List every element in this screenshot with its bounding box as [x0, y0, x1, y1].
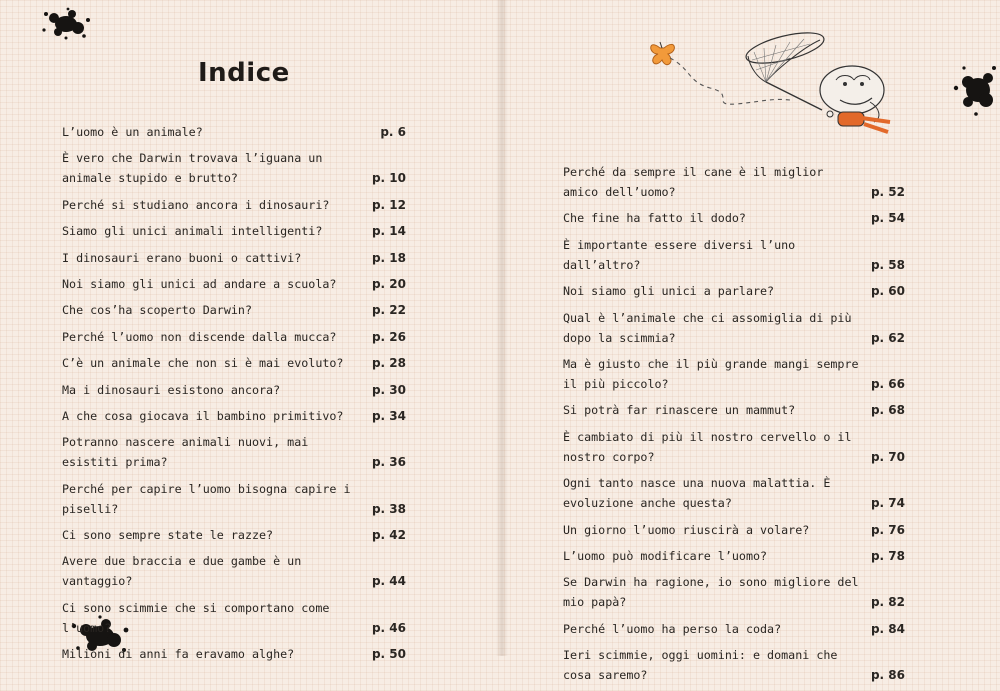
toc-entry-page: p. 34 — [371, 408, 406, 423]
toc-entry-title: Siamo gli unici animali intelligenti? — [62, 224, 323, 239]
toc-entry-page: p. 10 — [371, 171, 406, 186]
toc-entry-title: Potranno nascere animali nuovi, mai esistiti prima? — [62, 435, 309, 470]
toc-entry-title: L’uomo è un animale? — [62, 125, 203, 139]
toc-entry — [563, 162, 905, 202]
toc-entry-page: p. 6 — [380, 125, 406, 139]
toc-entry — [62, 353, 406, 373]
toc-entry — [563, 473, 905, 513]
toc-entry — [62, 644, 406, 664]
toc-entry — [62, 327, 406, 347]
toc-entry-title: I dinosauri erano buoni o cattivi? — [62, 250, 302, 265]
ink-splat-icon — [950, 62, 1000, 118]
toc-entry-title: Perché l’uomo ha perso la coda? — [563, 621, 782, 636]
book-gutter — [496, 0, 508, 656]
toc-entry-title: Ci sono sempre state le razze? — [62, 528, 274, 543]
toc-entry — [62, 406, 406, 426]
toc-entry — [563, 208, 905, 228]
toc-entry-page: p. 42 — [371, 528, 406, 543]
toc-entry-title: Milioni di anni fa eravamo alghe? — [62, 647, 295, 662]
toc-entry — [563, 645, 905, 685]
toc-entry-page: p. 52 — [870, 185, 905, 199]
toc-entry-title: A che cosa giocava il bambino primitivo? — [62, 408, 344, 423]
toc-entry-title: Che fine ha fatto il dodo? — [563, 211, 746, 226]
page-title: Indice — [198, 58, 290, 88]
toc-entry-page: p. 74 — [870, 496, 905, 511]
toc-entry-page: p. 30 — [371, 382, 406, 397]
toc-entry-page: p. 46 — [371, 620, 406, 635]
toc-entry — [563, 572, 905, 612]
toc-entry-page: p. 50 — [371, 647, 406, 662]
toc-entry-page: p. 70 — [870, 449, 905, 464]
toc-entry-title: Ci sono scimmie che si comportano come l’uomo? — [62, 600, 330, 635]
toc-entry-title: C’è un animale che non si è mai evoluto? — [62, 356, 344, 371]
toc-entry-page: p. 20 — [371, 276, 406, 291]
toc-entry-title: È importante essere diversi l’uno dall’altro? — [563, 237, 796, 272]
toc-entry-title: È cambiato di più il nostro cervello o il nostro corpo? — [563, 429, 852, 464]
toc-entry — [563, 427, 905, 467]
toc-list-left — [62, 122, 406, 671]
toc-entry-page: p. 22 — [371, 303, 406, 318]
toc-entry-title: Ma i dinosauri esistono ancora? — [62, 382, 281, 397]
toc-entry-page: p. 58 — [870, 257, 905, 272]
toc-entry-title: Perché si studiano ancora i dinosauri? — [62, 197, 330, 212]
toc-entry-page: p. 86 — [870, 668, 905, 683]
toc-entry-page: p. 44 — [371, 574, 406, 589]
butterfly-net-illustration — [640, 18, 910, 138]
toc-entry-title: L’uomo può modificare l’uomo? — [563, 548, 768, 563]
toc-entry — [62, 148, 406, 188]
toc-entry-page: p. 18 — [371, 250, 406, 265]
toc-entry-title: Perché per capire l’uomo bisogna capire i piselli? — [62, 481, 351, 516]
toc-entry-title: Ieri scimmie, oggi uomini: e domani che cosa saremo? — [563, 648, 838, 683]
toc-entry — [563, 520, 905, 540]
toc-entry — [563, 400, 905, 420]
toc-entry-title: Si potrà far rinascere un mammut? — [563, 403, 796, 418]
toc-entry-title: Che cos’ha scoperto Darwin? — [62, 303, 252, 318]
toc-entry-page: p. 26 — [371, 329, 406, 344]
running-figure-icon — [820, 66, 890, 132]
toc-entry — [62, 598, 406, 638]
toc-entry — [563, 235, 905, 275]
toc-entry — [62, 248, 406, 268]
toc-entry-page: p. 68 — [870, 403, 905, 418]
toc-entry — [62, 479, 406, 519]
toc-entry-page: p. 82 — [870, 595, 905, 610]
toc-entry — [62, 300, 406, 320]
toc-entry-title: Noi siamo gli unici a parlare? — [563, 284, 775, 299]
toc-entry — [563, 546, 905, 566]
net-icon — [743, 27, 826, 110]
toc-entry-page: p. 54 — [870, 211, 905, 226]
toc-entry — [62, 274, 406, 294]
toc-list-right — [563, 162, 905, 691]
toc-entry — [62, 122, 406, 142]
toc-entry — [563, 619, 905, 639]
toc-entry-title: Se Darwin ha ragione, io sono migliore del mio papà? — [563, 575, 859, 610]
toc-entry — [62, 221, 406, 241]
toc-entry — [62, 551, 406, 591]
toc-entry — [563, 354, 905, 394]
toc-entry — [563, 281, 905, 301]
toc-entry — [563, 308, 905, 348]
toc-entry-page: p. 28 — [371, 356, 406, 371]
toc-entry-title: Perché da sempre il cane è il miglior amico dell’uomo? — [563, 165, 824, 199]
toc-entry-title: Perché l’uomo non discende dalla mucca? — [62, 329, 337, 344]
butterfly-icon — [651, 42, 675, 65]
ink-splat-icon — [38, 6, 94, 42]
toc-entry-page: p. 78 — [870, 548, 905, 563]
toc-entry-page: p. 76 — [870, 522, 905, 537]
toc-entry-page: p. 14 — [371, 224, 406, 239]
toc-entry — [62, 432, 406, 472]
toc-entry-title: Ma è giusto che il più grande mangi sempre il più piccolo? — [563, 356, 859, 391]
toc-entry-title: Avere due braccia e due gambe è un vantaggio? — [62, 554, 302, 589]
toc-entry-page: p. 12 — [371, 197, 406, 212]
toc-entry — [62, 380, 406, 400]
toc-entry-page: p. 66 — [870, 376, 905, 391]
toc-entry-title: Qual è l’animale che ci assomiglia di più dopo la scimmia? — [563, 310, 852, 345]
toc-entry-page: p. 38 — [371, 501, 406, 516]
toc-entry — [62, 525, 406, 545]
toc-entry-page: p. 36 — [371, 455, 406, 470]
toc-entry-page: p. 60 — [870, 284, 905, 299]
toc-entry-title: È vero che Darwin trovava l’iguana un animale stupido e brutto? — [62, 151, 323, 186]
toc-entry-title: Ogni tanto nasce una nuova malattia. È evoluzione anche questa? — [563, 476, 831, 511]
toc-entry-page: p. 84 — [870, 621, 905, 636]
toc-entry — [62, 195, 406, 215]
toc-entry-title: Un giorno l’uomo riuscirà a volare? — [563, 522, 810, 537]
toc-entry-page: p. 62 — [870, 330, 905, 345]
toc-entry-title: Noi siamo gli unici ad andare a scuola? — [62, 276, 337, 291]
